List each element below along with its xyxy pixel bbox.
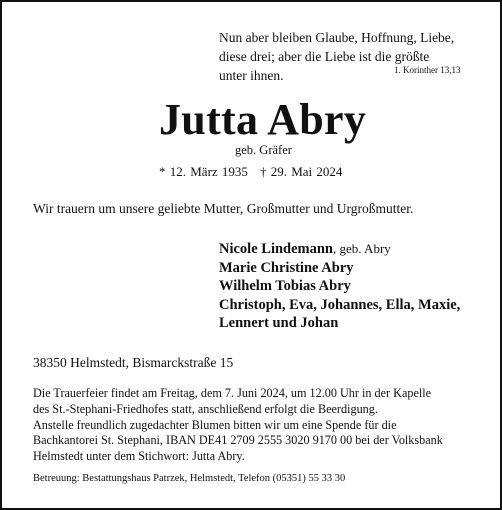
mourner-line: Lennert und Johan	[219, 315, 339, 331]
mourners-list	[219, 240, 460, 333]
funeral-home-info: Betreuung: Bestattungshaus Patrzek, Helmstedt, Telefon (05351) 55 33 30	[33, 473, 346, 484]
mourner-line: Christoph, Eva, Johannes, Ella, Maxie,	[219, 296, 461, 313]
death-date: † 29. Mai 2024	[259, 164, 343, 179]
verse-reference: 1. Korinther 13,13	[394, 65, 461, 75]
born-name: geb. Gräfer	[235, 143, 292, 157]
verse-line-2: diese drei; aber die Liebe ist die größte	[219, 49, 430, 64]
deceased-name: Jutta Abry	[159, 95, 367, 144]
mourner-line	[219, 240, 460, 259]
birth-date: * 12. März 1935	[159, 164, 248, 179]
family-address: 38350 Helmstedt, Bismarckstraße 15	[33, 355, 234, 370]
funeral-notice	[33, 386, 443, 465]
verse-line-1: Nun aber bleiben Glaube, Hoffnung, Liebe,	[219, 30, 455, 45]
mourner-line: Marie Christine Abry	[219, 259, 354, 276]
mourning-text: Wir trauern um unsere geliebte Mutter, Großmutter und Urgroßmutter.	[33, 201, 414, 216]
notice-line: Helmstedt unter dem Stichwort: Jutta Abry.	[33, 449, 245, 464]
mourner-suffix: , geb. Abry	[333, 241, 391, 256]
bible-verse	[219, 28, 454, 85]
notice-line: Anstelle freundlich zugedachter Blumen bitten wir um eine Spende für die	[33, 417, 397, 432]
mourner-line: Wilhelm Tobias Abry	[219, 278, 351, 294]
verse-line-3: unter ihnen.	[219, 68, 284, 83]
life-dates	[159, 164, 342, 180]
notice-line: Bachkantorei St. Stephani, IBAN DE41 2709 2555 3020 9170 00 bei der Volksbank	[33, 433, 443, 448]
notice-line: Die Trauerfeier findet am Freitag, dem 7. Juni 2024, um 12.00 Uhr in der Kapelle	[33, 386, 432, 400]
mourner-name: Nicole Lindemann	[219, 241, 333, 257]
notice-line: des St.-Stephani-Friedhofes statt, anschließend erfolgt die Beerdigung.	[33, 401, 378, 416]
